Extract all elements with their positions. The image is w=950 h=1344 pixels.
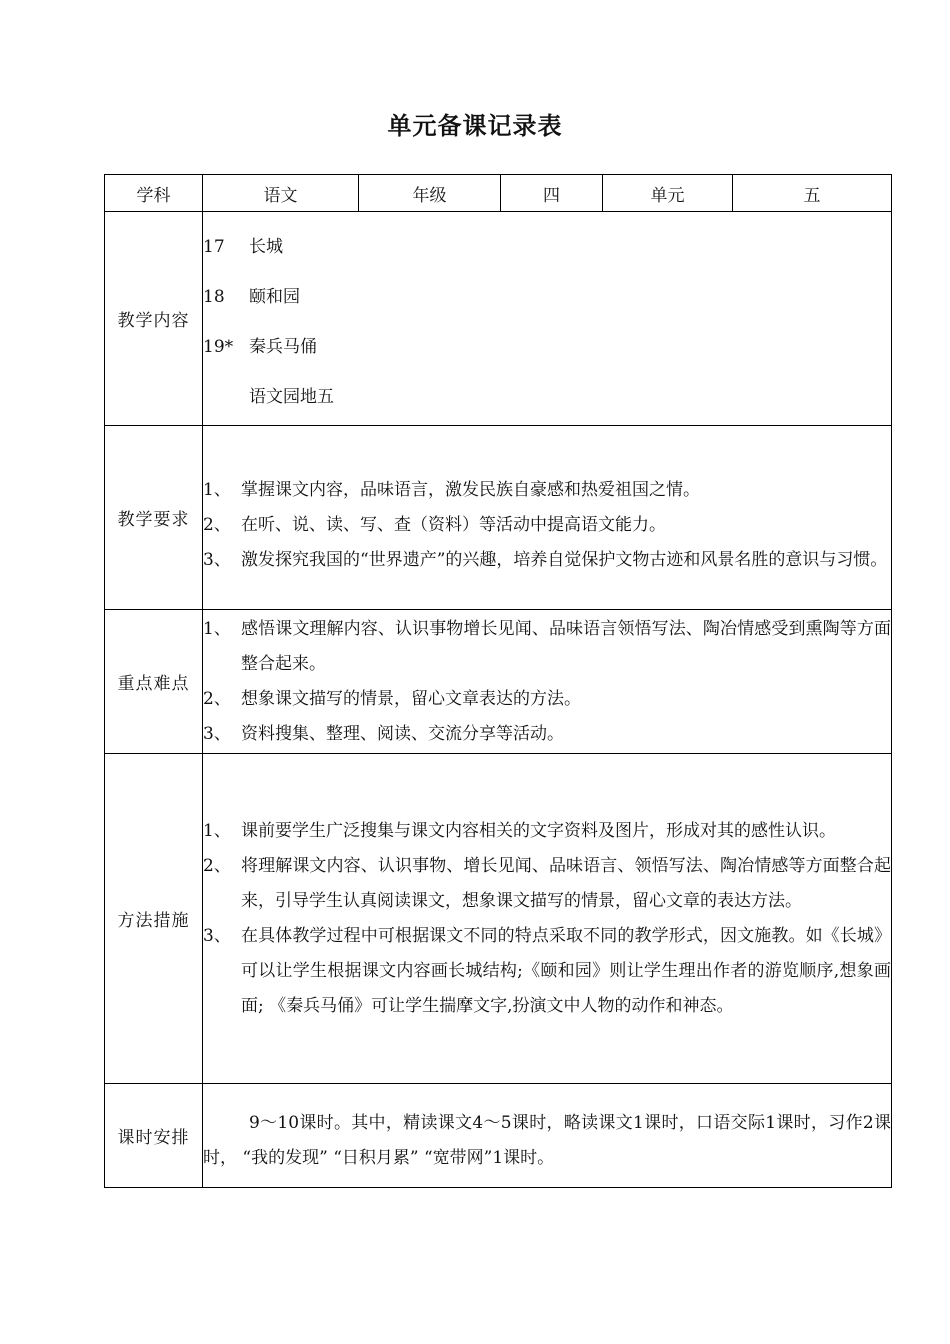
- requirements-row: [105, 426, 892, 610]
- requirements-cell: [203, 426, 892, 610]
- lesson-number: 19*: [203, 336, 234, 357]
- lesson-item: [203, 272, 891, 322]
- item-text: 感悟课文理解内容、认识事物增长见闻、品味语言领悟写法、陶冶情感受到熏陶等方面整合起来。: [241, 618, 891, 674]
- lesson-name: 长城: [249, 236, 283, 257]
- schedule-cell: [203, 1084, 892, 1188]
- header-row: [105, 175, 892, 212]
- methods-cell: [203, 754, 892, 1084]
- item-text: 激发探究我国的“世界遗产”的兴趣，培养自觉保护文物古迹和风景名胜的意识与习惯。: [241, 550, 888, 570]
- item-number: 3、: [203, 550, 231, 570]
- lesson-number: 17: [203, 236, 225, 257]
- grade-value: 四: [501, 175, 603, 212]
- item-number: 2、: [203, 688, 231, 709]
- lesson-item: [203, 322, 891, 372]
- page-title: 单元备课记录表: [387, 111, 563, 140]
- item-number: 3、: [203, 925, 231, 946]
- list-item: [203, 508, 891, 543]
- lesson-item: [203, 372, 891, 422]
- subject-label: 学科: [105, 175, 203, 212]
- item-number: 2、: [203, 515, 231, 535]
- keypoints-label: 重点难点: [105, 610, 203, 754]
- subject-value: 语文: [203, 175, 359, 212]
- item-text: 在具体教学过程中可根据课文不同的特点采取不同的教学形式，因文施教。如《长城》可以让学生根据课文内容画长城结构;《颐和园》则让学生理出作者的游览顺序,想象画面; 《秦兵马俑》可让学生揣摩文字,扮演文中人物的动作和神态。: [241, 925, 891, 1016]
- list-item: [203, 473, 891, 508]
- item-text: 将理解课文内容、认识事物、增长见闻、品味语言、领悟写法、陶冶情感等方面整合起来，引导学生认真阅读课文，想象课文描写的情景，留心文章的表达方法。: [241, 855, 891, 911]
- item-number: 2、: [203, 855, 231, 876]
- methods-row: [105, 754, 892, 1084]
- list-item: [203, 682, 891, 717]
- keypoints-cell: [203, 610, 892, 754]
- keypoints-row: [105, 610, 892, 754]
- list-item: [203, 612, 891, 682]
- lesson-name: 颐和园: [249, 286, 300, 307]
- list-item: [203, 543, 891, 578]
- content-row: [105, 212, 892, 426]
- record-table: [104, 174, 892, 1188]
- lesson-name: 秦兵马俑: [249, 336, 317, 357]
- item-text: 在听、说、读、写、查（资料）等活动中提高语文能力。: [241, 515, 666, 535]
- schedule-label: 课时安排: [105, 1084, 203, 1188]
- unit-value: 五: [733, 175, 892, 212]
- list-item: [203, 919, 891, 1024]
- lesson-item: [203, 222, 891, 272]
- list-item: [203, 849, 891, 919]
- grade-label: 年级: [359, 175, 501, 212]
- item-number: 3、: [203, 723, 231, 744]
- unit-label: 单元: [603, 175, 733, 212]
- item-number: 1、: [203, 618, 231, 639]
- item-text: 资料搜集、整理、阅读、交流分享等活动。: [241, 723, 564, 744]
- item-text: 想象课文描写的情景，留心文章表达的方法。: [241, 688, 581, 709]
- lesson-name: 语文园地五: [249, 386, 334, 407]
- schedule-text: 9～10课时。其中，精读课文4～5课时，略读课文1课时，口语交际1课时，习作2课时， “我的发现” “日积月累” “宽带网”1课时。: [203, 1112, 891, 1168]
- content-label: 教学内容: [105, 212, 203, 426]
- item-text: 课前要学生广泛搜集与课文内容相关的文字资料及图片，形成对其的感性认识。: [241, 820, 836, 841]
- content-cell: [203, 212, 892, 426]
- item-text: 掌握课文内容，品味语言，激发民族自豪感和热爱祖国之情。: [241, 480, 700, 500]
- item-number: 1、: [203, 480, 231, 500]
- list-item: [203, 717, 891, 752]
- requirements-label: 教学要求: [105, 426, 203, 610]
- methods-label: 方法措施: [105, 754, 203, 1084]
- list-item: [203, 814, 891, 849]
- item-number: 1、: [203, 820, 231, 841]
- schedule-row: [105, 1084, 892, 1188]
- lesson-number: 18: [203, 286, 225, 307]
